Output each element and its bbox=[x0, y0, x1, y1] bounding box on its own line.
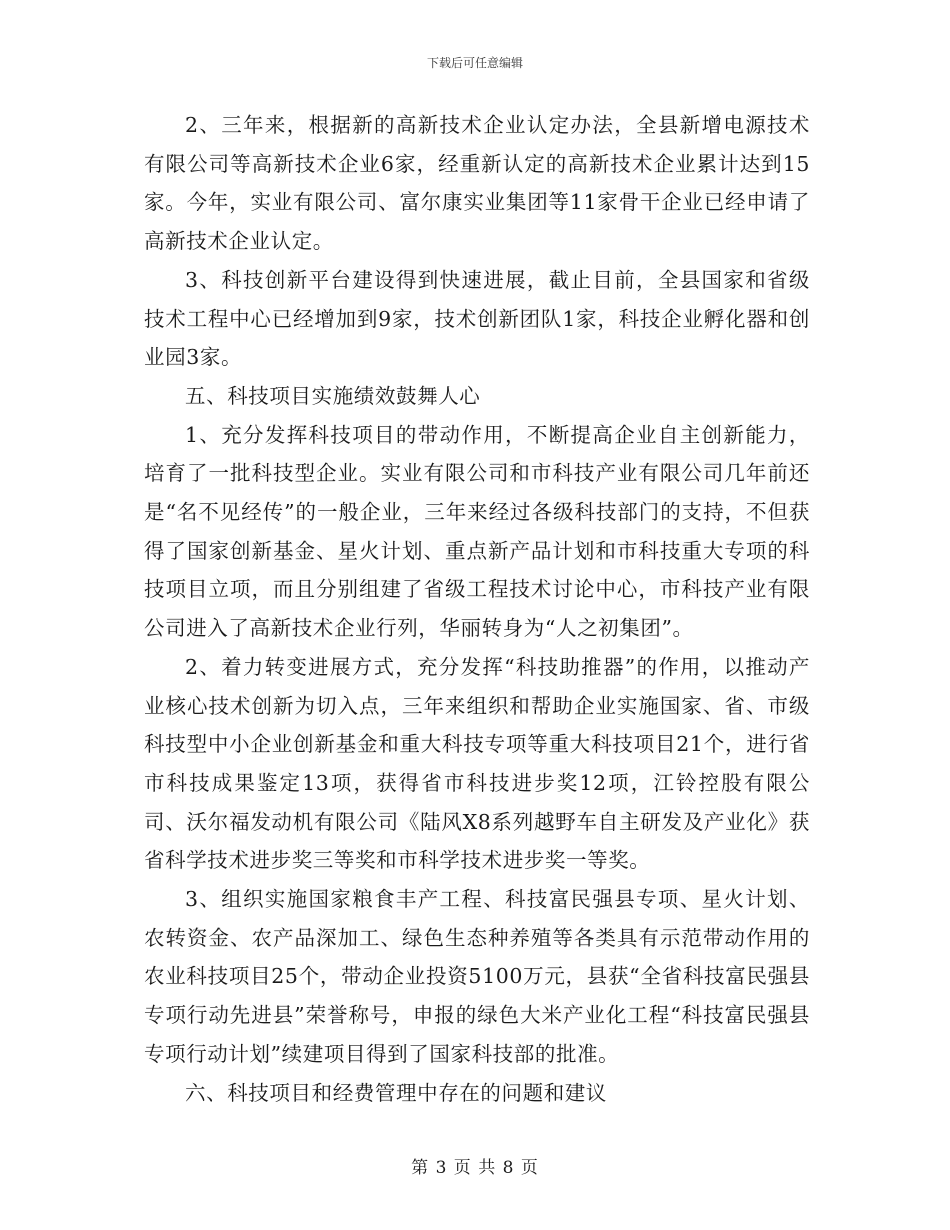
paragraph-agricultural-projects: 3、组织实施国家粮食丰产工程、科技富民强县专项、星火计划、农转资金、农产品深加工、绿色生态种养殖等各类具有示范带动作用的农业科技项目25个，带动企业投资5100万元，县获“全省科技富民强县专项行动先进县”荣誉称号，申报的绿色大米产业化工程“科技富民强县专项行动计划”续建项目得到了国家科技部的批准。 bbox=[144, 887, 810, 1066]
page-footer: 第 3 页 共 8 页 bbox=[411, 1158, 539, 1178]
page-header: 下载后可任意编辑 bbox=[426, 56, 523, 70]
paragraph-development-mode: 2、着力转变进展方式，充分发挥“科技助推器”的作用，以推动产业核心技术创新为切入点，三年来组织和帮助企业实施国家、省、市级科技型中小企业创新基金和重大科技专项等重大科技项目21个，进行省市科技成果鉴定13项，获得省市科技进步奖12项，江铃控股有限公司、沃尔福发动机有限公司《陆风X8系列越野车自主研发及产业化》获省科学技术进步奖三等奖和市科学技术进步奖一等奖。 bbox=[144, 654, 810, 873]
paragraph-project-leadership: 1、充分发挥科技项目的带动作用，不断提高企业自主创新能力，培育了一批科技型企业。实业有限公司和市科技产业有限公司几年前还是“名不见经传”的一般企业，三年来经过各级科技部门的支持，不但获得了国家创新基金、星火计划、重点新产品计划和市科技重大专项的科技项目立项，而且分别组建了省级工程技术讨论中心，市科技产业有限公司进入了高新技术企业行列，华丽转身为“人之初集团”。 bbox=[144, 422, 810, 641]
document-body bbox=[144, 106, 810, 1112]
paragraph-high-tech-enterprises: 2、三年来，根据新的高新技术企业认定办法，全县新增电源技术有限公司等高新技术企业6家，经重新认定的高新技术企业累计达到15家。今年，实业有限公司、富尔康实业集团等11家骨干企业已经申请了高新技术企业认定。 bbox=[144, 113, 810, 254]
section-heading-six: 六、科技项目和经费管理中存在的问题和建议 bbox=[185, 1080, 607, 1105]
paragraph-innovation-platforms: 3、科技创新平台建设得到快速进展，截止目前，全县国家和省级技术工程中心已经增加到9家，技术创新团队1家，科技企业孵化器和创业园3家。 bbox=[144, 267, 810, 370]
section-heading-five: 五、科技项目实施绩效鼓舞人心 bbox=[185, 383, 481, 408]
